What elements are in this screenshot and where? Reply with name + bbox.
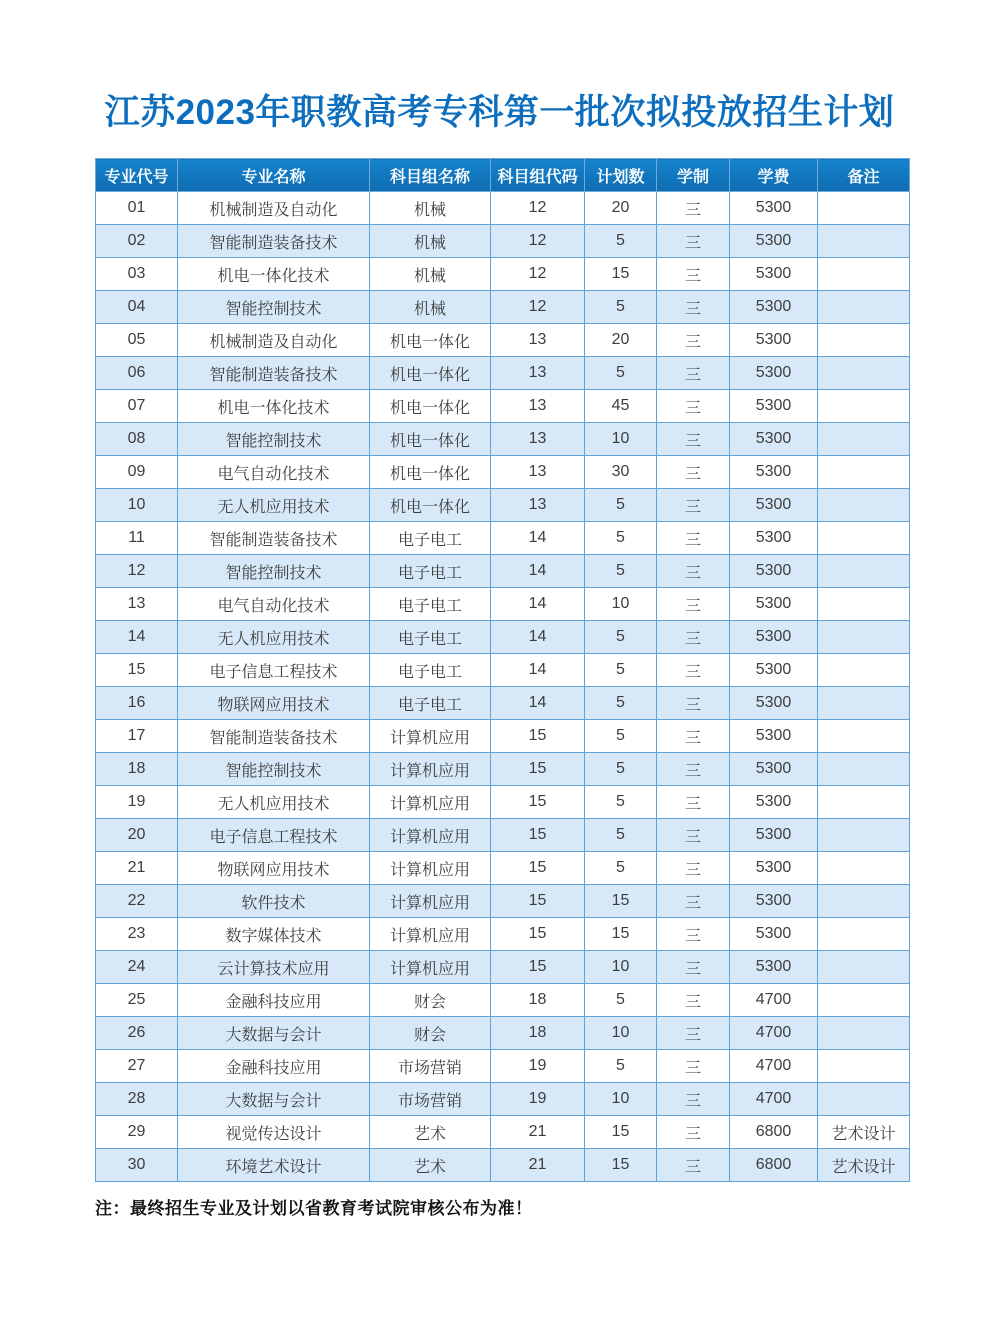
- cell-subject-group-code: 15: [491, 819, 585, 852]
- cell-major-code: 26: [96, 1017, 178, 1050]
- cell-remark: [818, 357, 910, 390]
- footer-note: 注：最终招生专业及计划以省教育考试院审核公布为准！: [95, 1199, 533, 1218]
- cell-major-code: 29: [96, 1116, 178, 1149]
- cell-remark: [818, 588, 910, 621]
- cell-subject-group-name: 市场营销: [370, 1083, 491, 1116]
- table-row: [96, 687, 910, 720]
- cell-tuition: 5300: [730, 225, 818, 258]
- cell-subject-group-code: 21: [491, 1149, 585, 1182]
- cell-remark: [818, 489, 910, 522]
- cell-duration: 三: [657, 291, 730, 324]
- cell-duration: 三: [657, 951, 730, 984]
- table-row: [96, 1017, 910, 1050]
- cell-duration: 三: [657, 654, 730, 687]
- cell-plan-count: 5: [585, 357, 657, 390]
- cell-duration: 三: [657, 852, 730, 885]
- cell-remark: [818, 819, 910, 852]
- cell-plan-count: 5: [585, 720, 657, 753]
- cell-major-code: 07: [96, 390, 178, 423]
- cell-subject-group-name: 计算机应用: [370, 852, 491, 885]
- cell-plan-count: 15: [585, 1116, 657, 1149]
- cell-tuition: 5300: [730, 258, 818, 291]
- cell-remark: [818, 621, 910, 654]
- cell-remark: [818, 951, 910, 984]
- table-row: [96, 1116, 910, 1149]
- cell-major-code: 18: [96, 753, 178, 786]
- cell-duration: 三: [657, 819, 730, 852]
- cell-major-code: 22: [96, 885, 178, 918]
- cell-major-code: 16: [96, 687, 178, 720]
- cell-duration: 三: [657, 489, 730, 522]
- cell-tuition: 5300: [730, 951, 818, 984]
- cell-major-name: 物联网应用技术: [178, 852, 370, 885]
- cell-remark: [818, 984, 910, 1017]
- cell-subject-group-code: 13: [491, 390, 585, 423]
- table-body: [96, 192, 910, 1182]
- cell-duration: 三: [657, 1116, 730, 1149]
- cell-tuition: 5300: [730, 621, 818, 654]
- cell-plan-count: 10: [585, 588, 657, 621]
- cell-plan-count: 20: [585, 192, 657, 225]
- cell-major-code: 24: [96, 951, 178, 984]
- cell-major-code: 03: [96, 258, 178, 291]
- cell-subject-group-name: 计算机应用: [370, 918, 491, 951]
- cell-subject-group-code: 12: [491, 258, 585, 291]
- table-row: [96, 225, 910, 258]
- cell-remark: [818, 192, 910, 225]
- cell-remark: 艺术设计: [818, 1116, 910, 1149]
- cell-plan-count: 5: [585, 225, 657, 258]
- cell-major-name: 物联网应用技术: [178, 687, 370, 720]
- cell-tuition: 5300: [730, 522, 818, 555]
- cell-major-code: 08: [96, 423, 178, 456]
- cell-major-code: 05: [96, 324, 178, 357]
- cell-remark: [818, 786, 910, 819]
- cell-subject-group-code: 12: [491, 225, 585, 258]
- cell-duration: 三: [657, 225, 730, 258]
- table-row: [96, 1083, 910, 1116]
- cell-subject-group-name: 机械: [370, 258, 491, 291]
- cell-subject-group-name: 机械: [370, 192, 491, 225]
- cell-plan-count: 5: [585, 819, 657, 852]
- cell-major-name: 无人机应用技术: [178, 786, 370, 819]
- cell-remark: [818, 291, 910, 324]
- cell-subject-group-code: 14: [491, 588, 585, 621]
- cell-duration: 三: [657, 621, 730, 654]
- cell-major-code: 02: [96, 225, 178, 258]
- cell-tuition: 6800: [730, 1149, 818, 1182]
- cell-major-name: 电子信息工程技术: [178, 654, 370, 687]
- cell-plan-count: 5: [585, 852, 657, 885]
- cell-subject-group-code: 14: [491, 522, 585, 555]
- cell-duration: 三: [657, 1149, 730, 1182]
- cell-remark: [818, 390, 910, 423]
- cell-remark: [818, 753, 910, 786]
- cell-plan-count: 5: [585, 753, 657, 786]
- cell-remark: [818, 555, 910, 588]
- cell-subject-group-code: 14: [491, 621, 585, 654]
- cell-duration: 三: [657, 588, 730, 621]
- cell-duration: 三: [657, 984, 730, 1017]
- cell-major-name: 云计算技术应用: [178, 951, 370, 984]
- cell-subject-group-code: 12: [491, 291, 585, 324]
- cell-major-code: 17: [96, 720, 178, 753]
- cell-remark: [818, 522, 910, 555]
- cell-duration: 三: [657, 423, 730, 456]
- cell-plan-count: 5: [585, 1050, 657, 1083]
- cell-subject-group-name: 机电一体化: [370, 357, 491, 390]
- cell-major-name: 大数据与会计: [178, 1083, 370, 1116]
- cell-major-code: 21: [96, 852, 178, 885]
- cell-major-name: 电子信息工程技术: [178, 819, 370, 852]
- cell-major-name: 数字媒体技术: [178, 918, 370, 951]
- table-row: [96, 456, 910, 489]
- cell-duration: 三: [657, 324, 730, 357]
- cell-major-code: 04: [96, 291, 178, 324]
- table-row: [96, 324, 910, 357]
- cell-tuition: 5300: [730, 390, 818, 423]
- cell-major-name: 环境艺术设计: [178, 1149, 370, 1182]
- cell-duration: 三: [657, 753, 730, 786]
- cell-tuition: 5300: [730, 687, 818, 720]
- table-row: [96, 819, 910, 852]
- cell-major-name: 金融科技应用: [178, 1050, 370, 1083]
- cell-subject-group-name: 电子电工: [370, 621, 491, 654]
- cell-subject-group-code: 13: [491, 324, 585, 357]
- cell-duration: 三: [657, 720, 730, 753]
- cell-major-name: 智能制造装备技术: [178, 720, 370, 753]
- col-header-subject-group-code: 科目组代码: [491, 159, 585, 192]
- cell-remark: [818, 1083, 910, 1116]
- page-title: 江苏2023年职教高考专科第一批次拟投放招生计划: [104, 93, 895, 132]
- cell-major-name: 无人机应用技术: [178, 621, 370, 654]
- enrollment-plan-table-wrap: [95, 158, 909, 1182]
- cell-tuition: 5300: [730, 885, 818, 918]
- cell-subject-group-code: 19: [491, 1050, 585, 1083]
- cell-tuition: 5300: [730, 753, 818, 786]
- cell-subject-group-code: 14: [491, 687, 585, 720]
- table-row: [96, 555, 910, 588]
- cell-major-code: 28: [96, 1083, 178, 1116]
- cell-major-code: 25: [96, 984, 178, 1017]
- col-header-major-code: 专业代号: [96, 159, 178, 192]
- cell-tuition: 5300: [730, 324, 818, 357]
- cell-subject-group-name: 电子电工: [370, 654, 491, 687]
- cell-subject-group-code: 15: [491, 753, 585, 786]
- cell-major-code: 14: [96, 621, 178, 654]
- cell-subject-group-name: 机械: [370, 291, 491, 324]
- cell-tuition: 4700: [730, 1083, 818, 1116]
- cell-remark: [818, 225, 910, 258]
- cell-tuition: 5300: [730, 852, 818, 885]
- cell-plan-count: 5: [585, 984, 657, 1017]
- cell-subject-group-name: 计算机应用: [370, 819, 491, 852]
- cell-duration: 三: [657, 456, 730, 489]
- cell-tuition: 5300: [730, 720, 818, 753]
- cell-remark: [818, 918, 910, 951]
- cell-major-name: 智能控制技术: [178, 423, 370, 456]
- cell-tuition: 5300: [730, 819, 818, 852]
- cell-plan-count: 15: [585, 885, 657, 918]
- cell-tuition: 4700: [730, 1017, 818, 1050]
- col-header-remark: 备注: [818, 159, 910, 192]
- cell-duration: 三: [657, 258, 730, 291]
- cell-plan-count: 5: [585, 786, 657, 819]
- table-row: [96, 588, 910, 621]
- cell-duration: 三: [657, 918, 730, 951]
- cell-subject-group-name: 计算机应用: [370, 885, 491, 918]
- header-row: [96, 159, 910, 192]
- cell-duration: 三: [657, 390, 730, 423]
- table-row: [96, 753, 910, 786]
- table-row: [96, 621, 910, 654]
- cell-major-code: 13: [96, 588, 178, 621]
- table-row: [96, 390, 910, 423]
- col-header-duration: 学制: [657, 159, 730, 192]
- cell-major-code: 23: [96, 918, 178, 951]
- cell-subject-group-code: 14: [491, 555, 585, 588]
- cell-subject-group-code: 14: [491, 654, 585, 687]
- cell-duration: 三: [657, 1050, 730, 1083]
- cell-tuition: 5300: [730, 654, 818, 687]
- table-row: [96, 489, 910, 522]
- cell-remark: [818, 1017, 910, 1050]
- cell-plan-count: 5: [585, 654, 657, 687]
- cell-plan-count: 15: [585, 918, 657, 951]
- cell-subject-group-code: 13: [491, 489, 585, 522]
- cell-tuition: 4700: [730, 984, 818, 1017]
- cell-subject-group-code: 18: [491, 984, 585, 1017]
- cell-subject-group-name: 电子电工: [370, 687, 491, 720]
- col-header-tuition: 学费: [730, 159, 818, 192]
- cell-plan-count: 45: [585, 390, 657, 423]
- cell-plan-count: 15: [585, 1149, 657, 1182]
- cell-plan-count: 5: [585, 522, 657, 555]
- cell-subject-group-name: 机电一体化: [370, 456, 491, 489]
- cell-plan-count: 5: [585, 489, 657, 522]
- cell-subject-group-name: 艺术: [370, 1149, 491, 1182]
- table-row: [96, 885, 910, 918]
- cell-remark: [818, 456, 910, 489]
- cell-tuition: 5300: [730, 588, 818, 621]
- cell-tuition: 5300: [730, 357, 818, 390]
- cell-subject-group-code: 19: [491, 1083, 585, 1116]
- cell-major-name: 视觉传达设计: [178, 1116, 370, 1149]
- cell-subject-group-code: 13: [491, 423, 585, 456]
- cell-tuition: 5300: [730, 291, 818, 324]
- cell-duration: 三: [657, 555, 730, 588]
- table-row: [96, 423, 910, 456]
- cell-tuition: 5300: [730, 786, 818, 819]
- table-header: [96, 159, 910, 192]
- cell-major-code: 01: [96, 192, 178, 225]
- cell-remark: 艺术设计: [818, 1149, 910, 1182]
- cell-tuition: 5300: [730, 423, 818, 456]
- cell-major-name: 机电一体化技术: [178, 258, 370, 291]
- cell-tuition: 6800: [730, 1116, 818, 1149]
- cell-subject-group-name: 机电一体化: [370, 489, 491, 522]
- cell-tuition: 5300: [730, 192, 818, 225]
- cell-duration: 三: [657, 786, 730, 819]
- table-row: [96, 918, 910, 951]
- cell-major-name: 智能控制技术: [178, 555, 370, 588]
- col-header-plan-count: 计划数: [585, 159, 657, 192]
- cell-subject-group-name: 计算机应用: [370, 951, 491, 984]
- cell-major-name: 软件技术: [178, 885, 370, 918]
- cell-subject-group-code: 13: [491, 357, 585, 390]
- cell-plan-count: 10: [585, 951, 657, 984]
- cell-major-code: 19: [96, 786, 178, 819]
- table-row: [96, 1149, 910, 1182]
- cell-plan-count: 20: [585, 324, 657, 357]
- cell-tuition: 5300: [730, 918, 818, 951]
- cell-major-code: 20: [96, 819, 178, 852]
- table-row: [96, 786, 910, 819]
- cell-remark: [818, 852, 910, 885]
- cell-major-code: 12: [96, 555, 178, 588]
- cell-remark: [818, 324, 910, 357]
- cell-subject-group-name: 财会: [370, 1017, 491, 1050]
- table-row: [96, 291, 910, 324]
- table-row: [96, 522, 910, 555]
- cell-major-code: 10: [96, 489, 178, 522]
- cell-duration: 三: [657, 1017, 730, 1050]
- table-row: [96, 357, 910, 390]
- cell-major-name: 智能控制技术: [178, 753, 370, 786]
- cell-major-name: 机电一体化技术: [178, 390, 370, 423]
- cell-duration: 三: [657, 192, 730, 225]
- cell-major-name: 大数据与会计: [178, 1017, 370, 1050]
- cell-subject-group-code: 15: [491, 918, 585, 951]
- cell-subject-group-code: 15: [491, 852, 585, 885]
- cell-subject-group-name: 计算机应用: [370, 786, 491, 819]
- cell-duration: 三: [657, 522, 730, 555]
- cell-major-code: 30: [96, 1149, 178, 1182]
- cell-subject-group-code: 18: [491, 1017, 585, 1050]
- cell-major-name: 无人机应用技术: [178, 489, 370, 522]
- cell-plan-count: 10: [585, 1017, 657, 1050]
- enrollment-plan-table: [95, 158, 910, 1182]
- cell-remark: [818, 720, 910, 753]
- cell-subject-group-name: 机电一体化: [370, 390, 491, 423]
- cell-remark: [818, 687, 910, 720]
- cell-subject-group-name: 艺术: [370, 1116, 491, 1149]
- table-row: [96, 654, 910, 687]
- cell-remark: [818, 1050, 910, 1083]
- table-row: [96, 1050, 910, 1083]
- cell-remark: [818, 258, 910, 291]
- col-header-subject-group-name: 科目组名称: [370, 159, 491, 192]
- cell-plan-count: 15: [585, 258, 657, 291]
- table-row: [96, 852, 910, 885]
- cell-major-name: 电气自动化技术: [178, 588, 370, 621]
- cell-major-name: 智能制造装备技术: [178, 357, 370, 390]
- cell-tuition: 5300: [730, 456, 818, 489]
- cell-remark: [818, 654, 910, 687]
- cell-major-code: 09: [96, 456, 178, 489]
- table-row: [96, 720, 910, 753]
- cell-duration: 三: [657, 885, 730, 918]
- cell-duration: 三: [657, 1083, 730, 1116]
- cell-subject-group-code: 21: [491, 1116, 585, 1149]
- cell-subject-group-name: 电子电工: [370, 588, 491, 621]
- cell-major-name: 智能控制技术: [178, 291, 370, 324]
- table-row: [96, 258, 910, 291]
- table-row: [96, 951, 910, 984]
- cell-major-code: 11: [96, 522, 178, 555]
- cell-plan-count: 5: [585, 555, 657, 588]
- cell-plan-count: 10: [585, 1083, 657, 1116]
- cell-plan-count: 5: [585, 621, 657, 654]
- cell-tuition: 5300: [730, 489, 818, 522]
- cell-major-name: 智能制造装备技术: [178, 225, 370, 258]
- cell-subject-group-name: 市场营销: [370, 1050, 491, 1083]
- col-header-major-name: 专业名称: [178, 159, 370, 192]
- cell-tuition: 5300: [730, 555, 818, 588]
- cell-major-code: 06: [96, 357, 178, 390]
- cell-duration: 三: [657, 687, 730, 720]
- cell-subject-group-code: 15: [491, 720, 585, 753]
- cell-subject-group-name: 电子电工: [370, 522, 491, 555]
- table-row: [96, 984, 910, 1017]
- cell-subject-group-code: 15: [491, 885, 585, 918]
- cell-subject-group-name: 电子电工: [370, 555, 491, 588]
- cell-subject-group-name: 机电一体化: [370, 423, 491, 456]
- cell-subject-group-name: 计算机应用: [370, 720, 491, 753]
- cell-major-code: 27: [96, 1050, 178, 1083]
- cell-major-name: 机械制造及自动化: [178, 192, 370, 225]
- cell-remark: [818, 423, 910, 456]
- cell-remark: [818, 885, 910, 918]
- cell-tuition: 4700: [730, 1050, 818, 1083]
- cell-subject-group-code: 13: [491, 456, 585, 489]
- cell-major-name: 智能制造装备技术: [178, 522, 370, 555]
- cell-subject-group-name: 计算机应用: [370, 753, 491, 786]
- cell-subject-group-name: 机电一体化: [370, 324, 491, 357]
- cell-plan-count: 5: [585, 687, 657, 720]
- cell-major-name: 电气自动化技术: [178, 456, 370, 489]
- cell-major-code: 15: [96, 654, 178, 687]
- cell-plan-count: 10: [585, 423, 657, 456]
- cell-duration: 三: [657, 357, 730, 390]
- table-row: [96, 192, 910, 225]
- cell-plan-count: 5: [585, 291, 657, 324]
- cell-plan-count: 30: [585, 456, 657, 489]
- cell-subject-group-code: 15: [491, 786, 585, 819]
- cell-major-name: 机械制造及自动化: [178, 324, 370, 357]
- cell-major-name: 金融科技应用: [178, 984, 370, 1017]
- cell-subject-group-name: 财会: [370, 984, 491, 1017]
- cell-subject-group-code: 15: [491, 951, 585, 984]
- cell-subject-group-name: 机械: [370, 225, 491, 258]
- cell-subject-group-code: 12: [491, 192, 585, 225]
